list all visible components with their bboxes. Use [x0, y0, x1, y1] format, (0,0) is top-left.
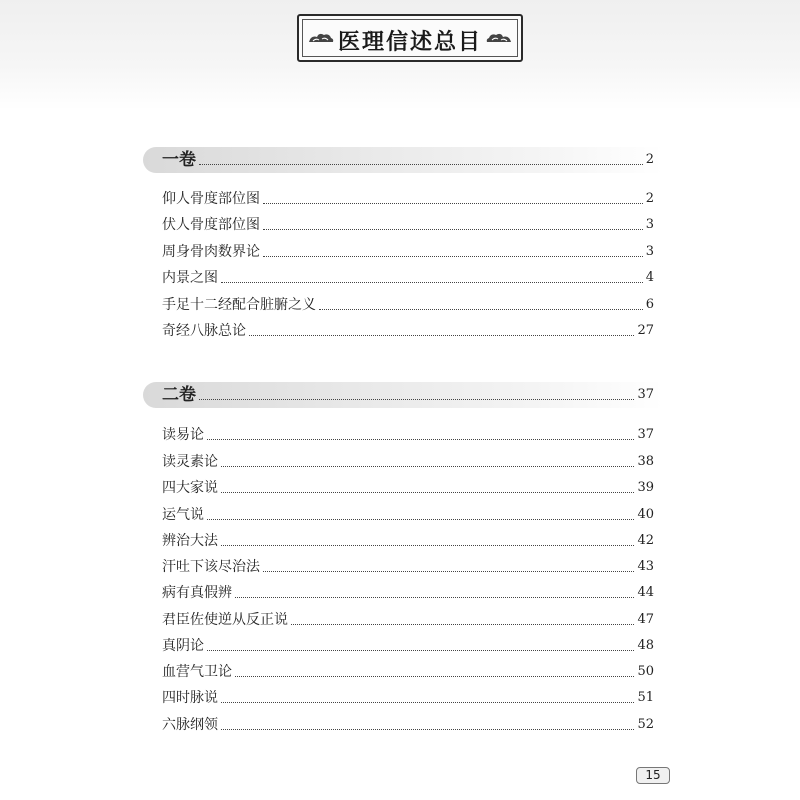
page-ref: 50 [637, 664, 654, 679]
dot-leader [199, 164, 643, 165]
toc-item[interactable] [162, 215, 654, 235]
toc-item[interactable] [162, 557, 654, 577]
page-ref: 40 [637, 507, 654, 522]
page-ref: 51 [637, 690, 654, 705]
toc-item-label: 血营气卫论 [162, 664, 232, 680]
dot-leader [221, 466, 634, 467]
toc-item[interactable] [162, 295, 654, 315]
toc-item-label: 运气说 [162, 507, 204, 523]
page-ref: 39 [637, 480, 654, 495]
toc-item-label: 君臣佐使逆从反正说 [162, 612, 288, 628]
toc-item-label: 奇经八脉总论 [162, 323, 246, 339]
section-title: 二卷 [162, 385, 196, 405]
page-ref: 52 [637, 717, 654, 732]
page-ref: 2 [645, 191, 654, 206]
dot-leader [221, 545, 634, 546]
toc-item[interactable] [162, 715, 654, 735]
page-ref: 3 [645, 217, 654, 232]
dot-leader [263, 229, 643, 230]
page-ref: 42 [637, 533, 654, 548]
title-frame [297, 14, 523, 62]
dot-leader [207, 439, 634, 440]
toc-item[interactable] [162, 321, 654, 341]
dot-leader [221, 492, 634, 493]
page-ref: 37 [637, 427, 654, 442]
section-title: 一卷 [162, 150, 196, 170]
toc-item[interactable] [162, 478, 654, 498]
toc-item-label: 读易论 [162, 427, 204, 443]
toc-item[interactable] [162, 452, 654, 472]
dot-leader [263, 203, 643, 204]
toc-item[interactable] [162, 425, 654, 445]
toc-item-label: 六脉纲领 [162, 717, 218, 733]
toc-item-label: 手足十二经配合脏腑之义 [162, 297, 316, 313]
page-ref: 27 [637, 323, 654, 338]
toc-item[interactable] [162, 268, 654, 288]
page-ref: 47 [637, 612, 654, 627]
dot-leader [291, 624, 634, 625]
toc-section-volume1[interactable] [162, 150, 654, 170]
page-ref: 37 [637, 387, 654, 402]
dot-leader [263, 571, 634, 572]
page-ref: 4 [645, 270, 654, 285]
dot-leader [199, 399, 634, 400]
toc-item[interactable] [162, 189, 654, 209]
toc-item-label: 真阴论 [162, 638, 204, 654]
toc-item-label: 伏人骨度部位图 [162, 217, 260, 233]
toc-item-label: 辨治大法 [162, 533, 218, 549]
page-ref: 44 [637, 585, 654, 600]
dot-leader [263, 256, 643, 257]
toc-item-label: 读灵素论 [162, 454, 218, 470]
dot-leader [249, 335, 634, 336]
dot-leader [319, 309, 643, 310]
toc-item[interactable] [162, 583, 654, 603]
page-ref: 38 [637, 454, 654, 469]
toc-item[interactable] [162, 636, 654, 656]
toc-item[interactable] [162, 242, 654, 262]
dot-leader [235, 676, 634, 677]
toc-section-volume2[interactable] [162, 385, 654, 405]
toc-item-label: 病有真假辨 [162, 585, 232, 601]
toc-item-label: 四时脉说 [162, 690, 218, 706]
toc-item-label: 四大家说 [162, 480, 218, 496]
dot-leader [207, 650, 634, 651]
dot-leader [221, 282, 643, 283]
dot-leader [221, 729, 634, 730]
dot-leader [235, 597, 634, 598]
dot-leader [207, 519, 634, 520]
page-ref: 3 [645, 244, 654, 259]
page-ref: 43 [637, 559, 654, 574]
toc-item-label: 仰人骨度部位图 [162, 191, 260, 207]
cloud-ornament-icon [485, 30, 513, 46]
page-ref: 6 [645, 297, 654, 312]
dot-leader [221, 702, 634, 703]
toc-item[interactable] [162, 531, 654, 551]
page-title: 医理信述总目 [337, 29, 482, 55]
toc-item[interactable] [162, 662, 654, 682]
toc-item-label: 内景之图 [162, 270, 218, 286]
page-number: 15 [636, 767, 670, 784]
toc-item-label: 周身骨肉数界论 [162, 244, 260, 260]
page-ref: 48 [637, 638, 654, 653]
toc-item-label: 汗吐下该尽治法 [162, 559, 260, 575]
toc-item[interactable] [162, 505, 654, 525]
toc-item[interactable] [162, 688, 654, 708]
toc-item[interactable] [162, 610, 654, 630]
page-ref: 2 [645, 152, 654, 167]
